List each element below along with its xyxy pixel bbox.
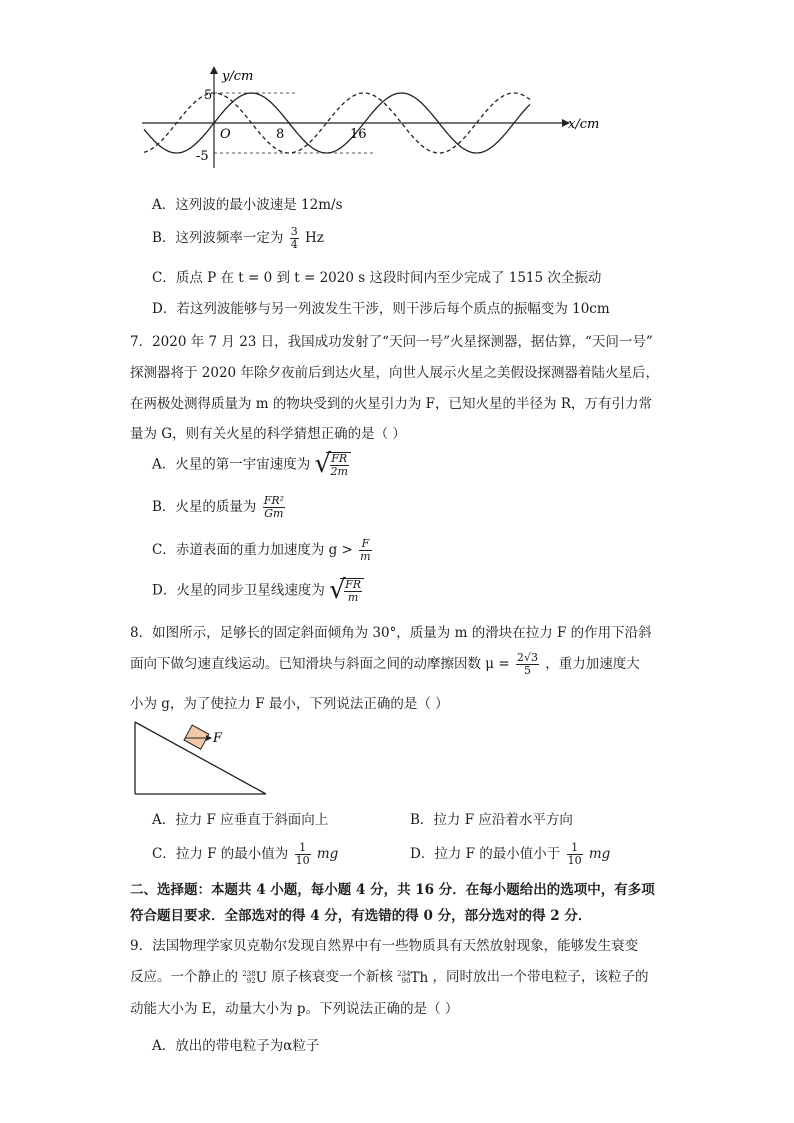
- q8-option-c-text: C．拉力 F 的最小值为: [152, 846, 289, 862]
- q8-stem-line-2-tail: ，重力加速度大: [545, 656, 640, 672]
- q9-stem-line-2-mid: 原子核衰变一个新核: [271, 969, 393, 985]
- section2-line-2: 符合题目要求．全部选对的得 4 分，有选错的得 0 分，部分选对的得 2 分．: [130, 908, 592, 924]
- wave-figure: [130, 62, 610, 174]
- q7-option-a-text: A．火星的第一宇宙速度为: [152, 456, 311, 473]
- q7-option-d-text: D．火星的同步卫星线速度为: [152, 582, 325, 599]
- q6-option-b[interactable]: [152, 226, 324, 251]
- uranium-nuclide: 238 92 U: [242, 969, 268, 986]
- q7-stem-line-2: 探测器将于 2020 年除夕夜前后到达火星，向世人展示火星之美假设探测器着陆火星后，: [130, 365, 659, 381]
- q6-option-b-text: B．这列波频率一定为: [152, 230, 284, 246]
- q6-option-a[interactable]: A．这列波的最小波速是 12m/s: [152, 197, 343, 213]
- q7-option-b[interactable]: [152, 495, 287, 520]
- q7-option-b-fraction: $\frac{\text{FR²}}{Gm}$: [263, 494, 285, 520]
- q7-option-c-text: C．赤道表面的重力加速度为 g >: [152, 542, 353, 558]
- q7-option-d[interactable]: [152, 575, 364, 605]
- q8-option-d-fraction: $\frac{1}{10}$: [567, 841, 582, 867]
- q8-option-d-text: D．拉力 F 的最小值小于: [410, 846, 561, 862]
- q6-option-d[interactable]: D．若这列波能够与另一列波发生干涉，则干涉后每个质点的振幅变为 10cm: [152, 301, 610, 317]
- y-min-label: -5: [196, 149, 209, 164]
- q8-mu-fraction: $\frac{2√3}{5}$: [516, 651, 538, 677]
- q7-option-b-text: B．火星的质量为: [152, 499, 257, 515]
- q9-stem-line-1: 9．法国物理学家贝克勒尔发现自然界中有一些物质具有天然放射现象，能够发生衰变: [130, 938, 639, 954]
- q6-option-b-unit: Hz: [305, 230, 324, 246]
- q8-option-b[interactable]: B．拉力 F 应沿着水平方向: [410, 812, 573, 828]
- q7-stem-line-1: 7．2020 年 7 月 23 日，我国成功发射了“天问一号”火星探测器，据估算，“天问一号”: [130, 334, 653, 350]
- force-arrow-head: [206, 735, 212, 741]
- q9-option-a[interactable]: A．放出的带电粒子为α粒子: [152, 1038, 320, 1054]
- q8-option-d-suffix: mg: [588, 846, 611, 862]
- q7-option-d-sqrt: √ $\frac{FR}{m}$: [329, 578, 364, 604]
- q9-stem-line-2-text: 反应。一个静止的: [130, 969, 238, 985]
- section2-line-1: 二、选择题：本题共 4 小题，每小题 4 分，共 16 分．在每小题给出的选项中，有多项: [130, 882, 655, 898]
- q7-option-a-sqrt: √ $\frac{FR}{2m}$: [315, 452, 351, 478]
- q6-option-b-fraction: $\frac{3}{4}$: [290, 225, 298, 251]
- x-tick-16: 16: [350, 127, 367, 142]
- q7-option-c-fraction: $\frac{F}{m}$: [360, 537, 371, 563]
- x-axis-label: x/cm: [568, 117, 600, 132]
- q8-stem-line-2-text: 面向下做匀速直线运动。已知滑块与斜面之间的动摩擦因数 μ =: [130, 656, 510, 672]
- q8-option-d[interactable]: [410, 842, 610, 867]
- q8-option-a[interactable]: A．拉力 F 应垂直于斜面向上: [152, 812, 329, 828]
- y-axis-label: y/cm: [222, 69, 254, 84]
- x-tick-8: 8: [276, 127, 285, 142]
- slider-block: [184, 725, 209, 749]
- force-label: F: [213, 731, 223, 746]
- origin-label: O: [220, 127, 231, 142]
- q7-stem-line-3: 在两极处测得质量为 m 的物块受到的火星引力为 F，已知火星的半径为 R，万有引力常: [130, 396, 652, 412]
- q7-option-a[interactable]: [152, 449, 351, 479]
- y-axis-arrow: [210, 66, 218, 74]
- q8-stem-line-2: [130, 652, 640, 677]
- q8-option-c-suffix: mg: [316, 846, 339, 862]
- q7-option-c[interactable]: [152, 538, 374, 563]
- q9-stem-line-2: [130, 965, 649, 986]
- q8-stem-line-1: 8．如图所示，足够长的固定斜面倾角为 30°，质量为 m 的滑块在拉力 F 的作用下沿斜: [130, 625, 652, 641]
- q9-stem-line-2-tail: ，同时放出一个带电粒子，该粒子的: [432, 969, 649, 985]
- q9-stem-line-3: 动能大小为 E，动量大小为 p。下列说法正确的是（ ）: [130, 1001, 459, 1017]
- incline-figure: [128, 716, 278, 800]
- q7-stem-line-4: 量为 G，则有关火星的科学猜想正确的是（ ）: [130, 426, 406, 442]
- q6-option-c[interactable]: C．质点 P 在 t = 0 到 t = 2020 s 这段时间内至少完成了 1515 次全振动: [152, 270, 602, 286]
- q8-option-c-fraction: $\frac{1}{10}$: [295, 841, 310, 867]
- thorium-nuclide: 234 90 Th: [397, 969, 429, 986]
- q8-stem-line-3: 小为 g，为了使拉力 F 最小，下列说法正确的是（ ）: [130, 696, 449, 712]
- y-max-label: 5: [204, 88, 213, 103]
- q8-option-c[interactable]: [152, 842, 338, 867]
